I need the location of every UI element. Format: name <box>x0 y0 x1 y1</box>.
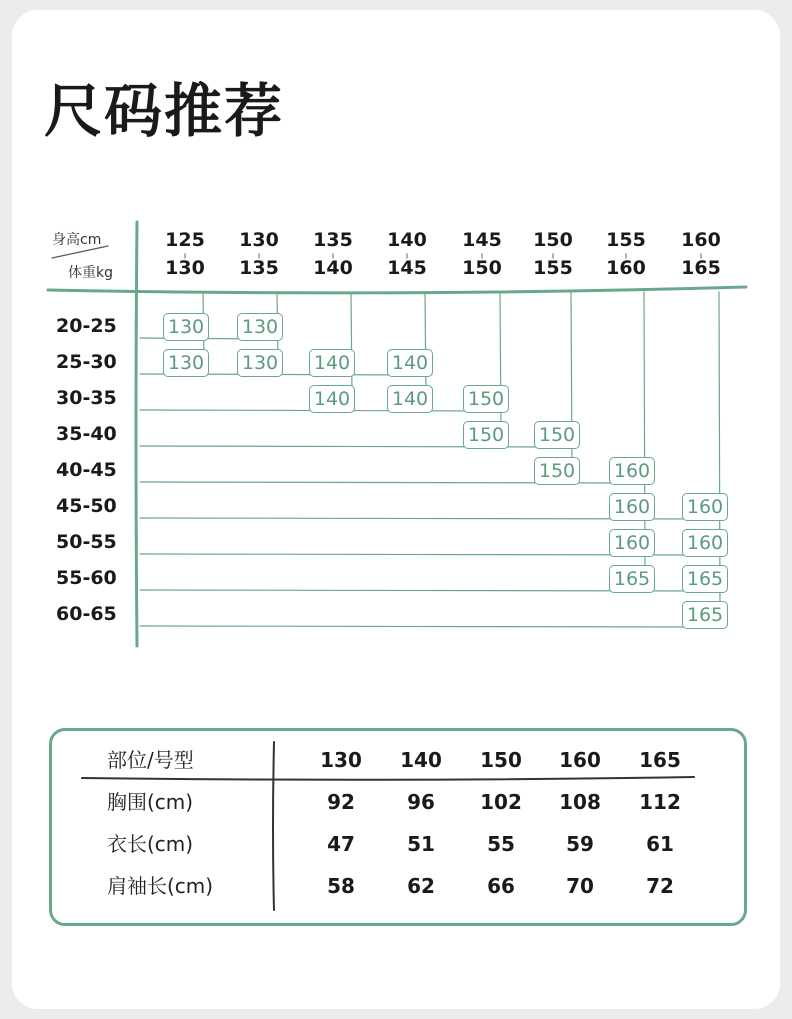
column-guide-line <box>425 292 426 396</box>
measurement-size-header: 140 <box>400 748 442 772</box>
measurement-value: 72 <box>646 874 674 898</box>
height-column-bottom: 155 <box>533 257 573 279</box>
weight-row-label: 20-25 <box>56 315 117 337</box>
height-column-bottom: 140 <box>313 257 353 279</box>
weight-row-label: 35-40 <box>56 423 117 445</box>
height-column-bottom: 165 <box>681 257 721 279</box>
size-tag: 160 <box>609 529 655 557</box>
size-tag: 165 <box>609 565 655 593</box>
measurement-value: 47 <box>327 832 355 856</box>
size-tag: 130 <box>163 313 209 341</box>
measurement-value: 51 <box>407 832 435 856</box>
measurement-value: 58 <box>327 874 355 898</box>
height-column-bottom: 145 <box>387 257 427 279</box>
measurement-row-label: 肩袖长(cm) <box>107 874 214 898</box>
height-column-bottom: 160 <box>606 257 646 279</box>
size-tag: 140 <box>387 349 433 377</box>
weight-row-label: 25-30 <box>56 351 117 373</box>
measurement-value: 62 <box>407 874 435 898</box>
weight-row-label: 40-45 <box>56 459 117 481</box>
size-tag: 160 <box>609 457 655 485</box>
measurement-size-header: 165 <box>639 748 681 772</box>
size-tag: 130 <box>237 313 283 341</box>
size-tag: 165 <box>682 601 728 629</box>
size-tag: 160 <box>682 493 728 521</box>
size-tag: 165 <box>682 565 728 593</box>
size-tag: 140 <box>309 349 355 377</box>
weight-row-label: 60-65 <box>56 603 117 625</box>
size-tag: 150 <box>534 457 580 485</box>
height-column-top: 135 <box>313 229 353 251</box>
height-column-top: 145 <box>462 229 502 251</box>
page-title: 尺码推荐 <box>44 77 285 145</box>
row-guide-line <box>140 626 719 627</box>
size-tag: 140 <box>387 385 433 413</box>
size-tag: 140 <box>309 385 355 413</box>
measurement-value: 55 <box>487 832 515 856</box>
column-guide-line <box>719 292 720 612</box>
size-tag: 130 <box>163 349 209 377</box>
height-column-bottom: 130 <box>165 257 205 279</box>
height-column-bottom: 150 <box>462 257 502 279</box>
measurement-value: 70 <box>566 874 594 898</box>
height-column-top: 140 <box>387 229 427 251</box>
horizontal-axis-line <box>48 287 746 293</box>
measurement-value: 92 <box>327 790 355 814</box>
measurement-value: 102 <box>480 790 522 814</box>
measurement-row-label: 衣长(cm) <box>107 832 194 856</box>
height-column-top: 155 <box>606 229 646 251</box>
height-axis-label: 身高cm <box>52 232 102 248</box>
vertical-axis-line <box>136 222 137 646</box>
measurement-size-header: 160 <box>559 748 601 772</box>
measurement-value: 112 <box>639 790 681 814</box>
size-tag: 160 <box>609 493 655 521</box>
weight-row-label: 50-55 <box>56 531 117 553</box>
weight-row-label: 30-35 <box>56 387 117 409</box>
measurement-header-label: 部位/号型 <box>107 748 194 772</box>
measurement-value: 61 <box>646 832 674 856</box>
size-tag: 150 <box>534 421 580 449</box>
measurement-value: 59 <box>566 832 594 856</box>
size-tag: 150 <box>463 385 509 413</box>
column-guide-line <box>351 292 352 396</box>
measurement-value: 96 <box>407 790 435 814</box>
height-column-top: 150 <box>533 229 573 251</box>
weight-axis-label: 体重kg <box>68 265 113 281</box>
height-column-top: 130 <box>239 229 279 251</box>
weight-row-label: 45-50 <box>56 495 117 517</box>
size-tag: 130 <box>237 349 283 377</box>
measurement-size-header: 150 <box>480 748 522 772</box>
height-column-bottom: 135 <box>239 257 279 279</box>
height-column-top: 125 <box>165 229 205 251</box>
measurement-size-header: 130 <box>320 748 362 772</box>
measurement-row-label: 胸围(cm) <box>107 790 194 814</box>
size-tag: 160 <box>682 529 728 557</box>
measurement-value: 66 <box>487 874 515 898</box>
measurement-value: 108 <box>559 790 601 814</box>
height-column-top: 160 <box>681 229 721 251</box>
weight-row-label: 55-60 <box>56 567 117 589</box>
size-tag: 150 <box>463 421 509 449</box>
